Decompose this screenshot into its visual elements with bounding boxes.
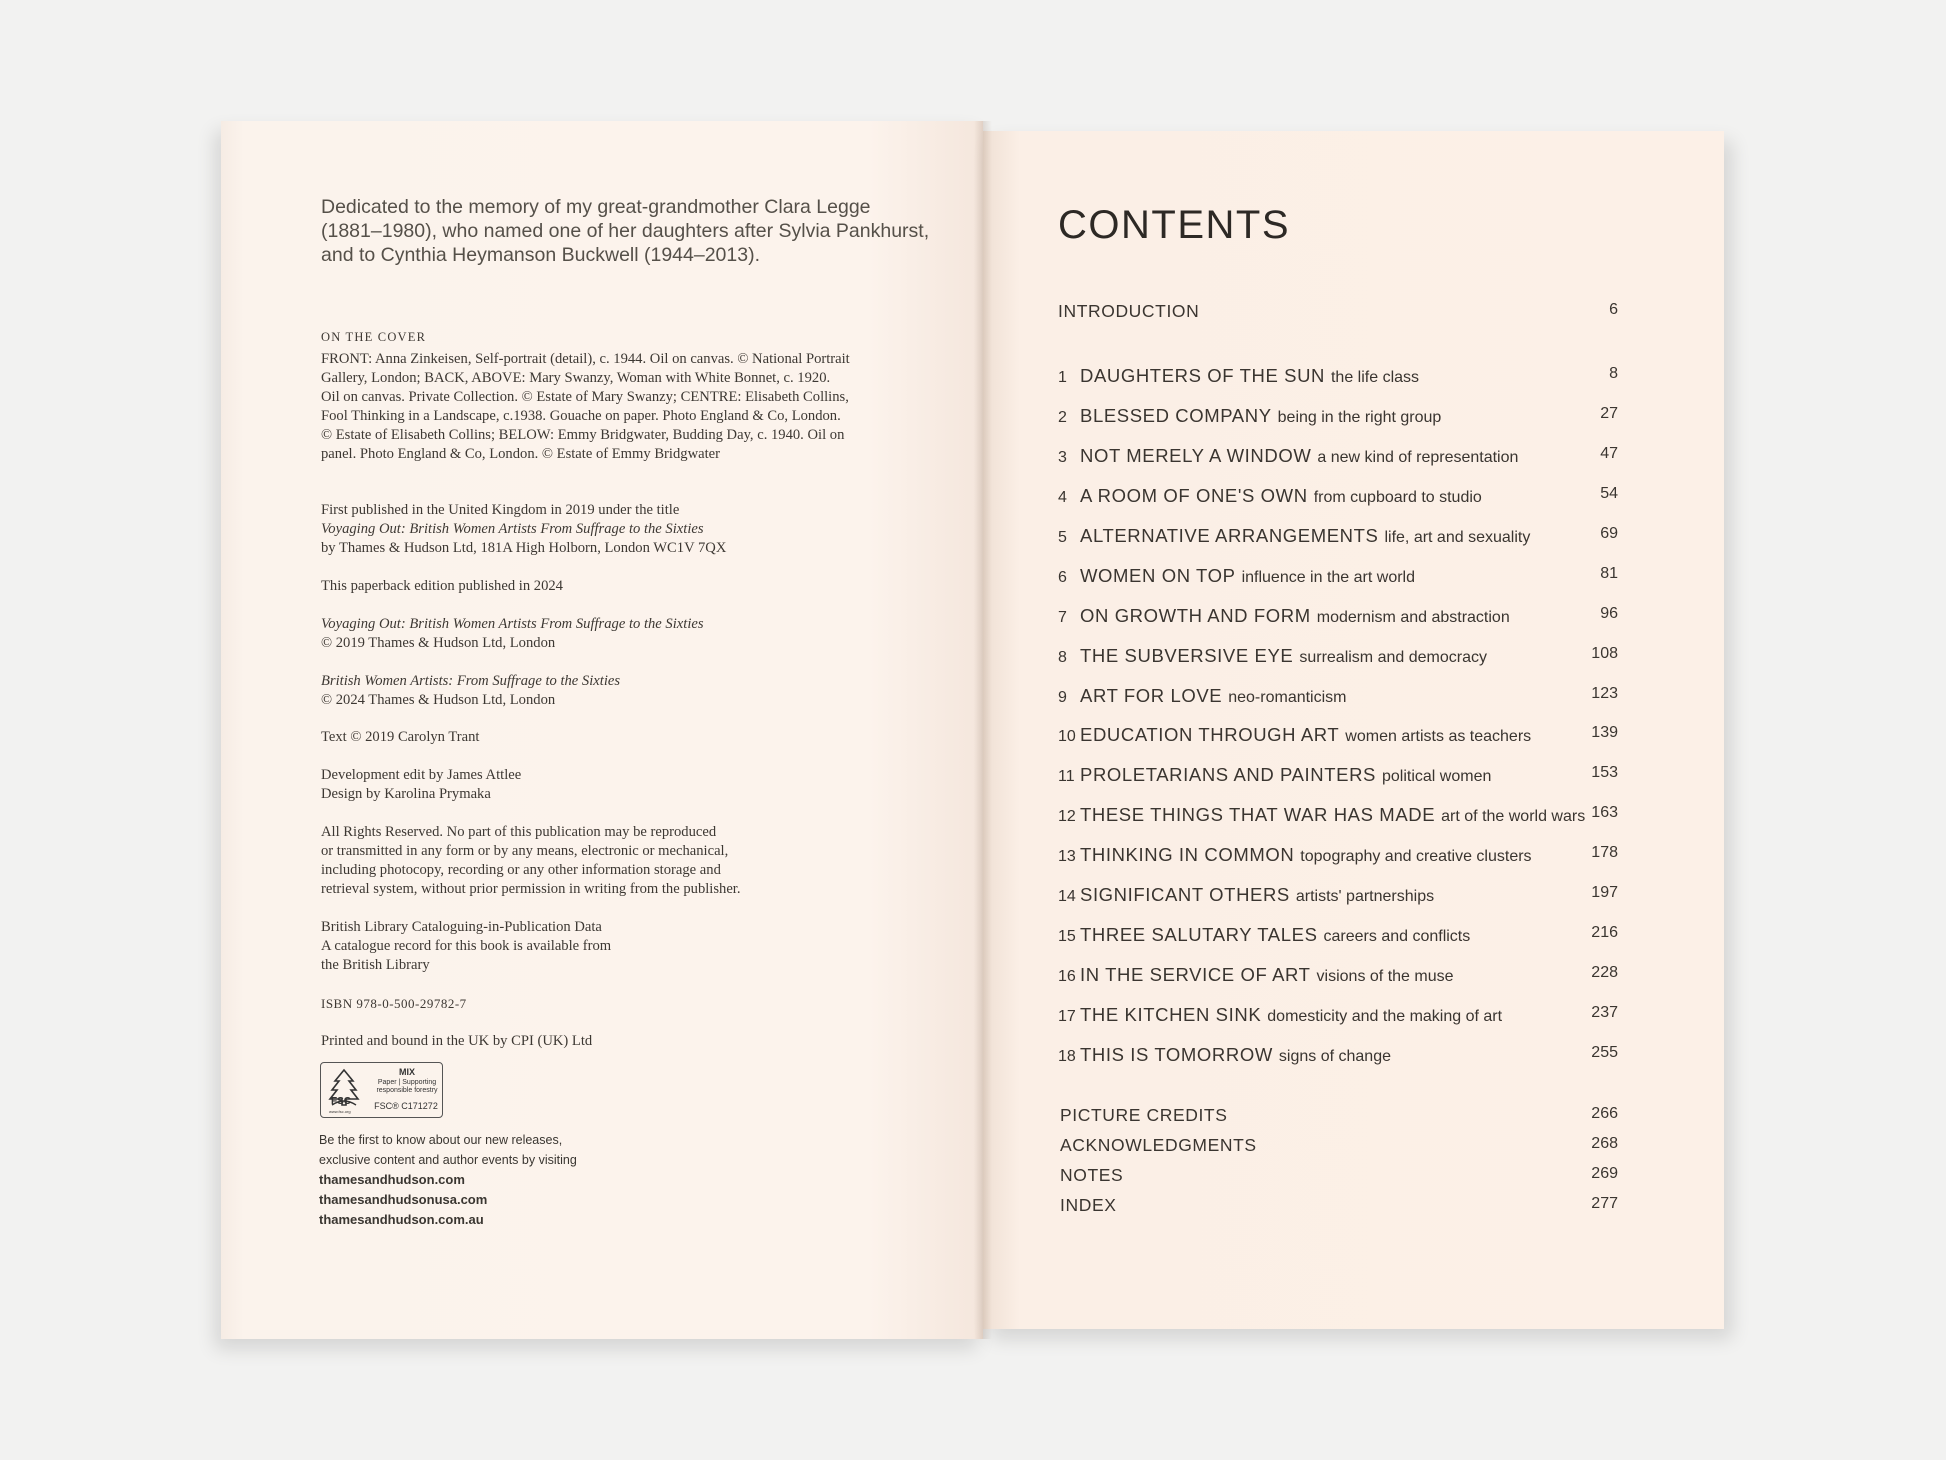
toc-sub: domesticity and the making of art — [1267, 1008, 1503, 1025]
contents-title: CONTENTS — [1058, 203, 1290, 247]
toc-num: 11 — [1058, 768, 1075, 785]
toc-page: 69 — [1600, 525, 1618, 542]
toc-index — [1060, 1195, 1618, 1216]
url-au[interactable]: thamesandhudson.com.au — [319, 1212, 484, 1227]
cover-heading: ON THE COVER — [321, 330, 427, 344]
toc-page: 178 — [1591, 844, 1618, 861]
toc-row — [1058, 525, 1618, 549]
toc-page: 47 — [1600, 445, 1618, 462]
toc-row — [1058, 924, 1618, 948]
fsc-mix: MIX — [398, 1067, 415, 1077]
toc-num: 4 — [1058, 489, 1067, 506]
right-page — [983, 131, 1724, 1329]
toc-page: 96 — [1600, 605, 1618, 622]
toc-num: 2 — [1058, 409, 1067, 426]
toc-picture-credits — [1060, 1105, 1618, 1126]
toc-title: THE KITCHEN SINK — [1080, 1004, 1262, 1025]
toc-row — [1058, 685, 1618, 709]
toc-num: 9 — [1058, 689, 1067, 706]
url-uk[interactable]: thamesandhudson.com — [319, 1172, 465, 1187]
toc-row — [1058, 804, 1618, 828]
toc-title: INDEX — [1060, 1195, 1117, 1215]
toc-page: 216 — [1591, 924, 1618, 941]
toc-page: 8 — [1609, 365, 1618, 382]
toc-sub: visions of the muse — [1316, 968, 1454, 985]
toc-title: ON GROWTH AND FORM — [1080, 605, 1311, 626]
toc-sub: political women — [1382, 768, 1492, 785]
toc-sub: being in the right group — [1277, 409, 1442, 426]
first-published: First published in the United Kingdom in 2019 under the title Voyaging Out: British Women Artists From Suffrage to the Sixties by Thames & Hudson Ltd, 181A High Holborn, London WC1V 7QX — [321, 502, 727, 556]
toc-num: 8 — [1058, 649, 1067, 666]
toc-title: SIGNIFICANT OTHERS — [1080, 884, 1290, 905]
toc-sub: a new kind of representation — [1317, 449, 1519, 466]
toc-title: THE SUBVERSIVE EYE — [1080, 645, 1294, 666]
toc-num: 5 — [1058, 529, 1067, 546]
toc-page: 163 — [1591, 804, 1618, 821]
toc-title: A ROOM OF ONE'S OWN — [1080, 485, 1308, 506]
toc-page: 123 — [1591, 685, 1618, 702]
toc-page: 266 — [1591, 1105, 1618, 1122]
fsc-code: FSC® C171272 — [374, 1101, 438, 1111]
rights-notice: All Rights Reserved. No part of this publication may be reproduced or transmitted in any form or by any means, electronic or mechanical, including photocopy, recording or any other information storage and retrieval system, without prior permission in writing from the publisher. — [321, 824, 741, 897]
toc-page: 268 — [1591, 1135, 1618, 1152]
toc-page: 237 — [1591, 1004, 1618, 1021]
toc-page: 255 — [1591, 1044, 1618, 1061]
toc-sub: neo-romanticism — [1228, 689, 1347, 706]
toc-sub: surrealism and democracy — [1299, 649, 1487, 666]
toc-title: THESE THINGS THAT WAR HAS MADE — [1080, 804, 1436, 825]
toc-notes — [1060, 1165, 1618, 1186]
left-page — [221, 121, 983, 1339]
toc-introduction — [1058, 301, 1618, 325]
toc-num: 16 — [1058, 968, 1076, 985]
toc-row — [1058, 764, 1618, 788]
toc-num: 17 — [1058, 1008, 1076, 1025]
toc-title: PICTURE CREDITS — [1060, 1105, 1228, 1125]
toc-row — [1058, 1004, 1618, 1028]
toc-sub: from cupboard to studio — [1313, 489, 1482, 506]
toc-title: IN THE SERVICE OF ART — [1080, 964, 1311, 985]
toc-title: INTRODUCTION — [1058, 301, 1200, 321]
toc-sub: influence in the art world — [1241, 569, 1415, 586]
toc-sub: topography and creative clusters — [1300, 848, 1532, 865]
toc-num: 6 — [1058, 569, 1067, 586]
toc-page: 197 — [1591, 884, 1618, 901]
toc-title: ART FOR LOVE — [1080, 685, 1223, 706]
toc-row — [1058, 485, 1618, 509]
toc-page: 277 — [1591, 1195, 1618, 1212]
toc-sub: art of the world wars — [1441, 808, 1586, 825]
toc-sub: the life class — [1330, 369, 1420, 386]
fsc-logo — [320, 1062, 443, 1118]
toc-page: 6 — [1609, 301, 1618, 318]
toc-row — [1058, 365, 1618, 389]
toc-sub: careers and conflicts — [1323, 928, 1471, 945]
toc-row — [1058, 445, 1618, 469]
toc-title: DAUGHTERS OF THE SUN — [1080, 365, 1325, 386]
printed-by: Printed and bound in the UK by CPI (UK) Ltd — [321, 1033, 593, 1049]
toc-row — [1058, 645, 1618, 669]
toc-acknowledgments — [1060, 1135, 1618, 1156]
dedication: Dedicated to the memory of my great-grandmother Clara Legge (1881–1980), who named one of her daughters after Sylvia Pankhurst, and to Cynthia Heymanson Buckwell (1944–2013). — [321, 196, 930, 266]
toc-num: 10 — [1058, 728, 1076, 745]
toc-title: ALTERNATIVE ARRANGEMENTS — [1080, 525, 1379, 546]
toc-row — [1058, 1044, 1618, 1068]
fsc-desc: Paper | Supporting responsible forestry — [376, 1079, 438, 1094]
toc-row — [1058, 964, 1618, 988]
cataloguing-data: British Library Cataloguing-in-Publication Data A catalogue record for this book is available from the British Library — [321, 919, 612, 973]
toc-row — [1058, 605, 1618, 629]
toc-num: 12 — [1058, 808, 1076, 825]
isbn: ISBN 978-0-500-29782-7 — [321, 996, 467, 1011]
copyright-2019: Voyaging Out: British Women Artists From Suffrage to the Sixties © 2019 Thames & Hudson Ltd, London — [321, 616, 704, 651]
toc-page: 27 — [1600, 405, 1618, 422]
edit-design-credits: Development edit by James Attlee Design by Karolina Prymaka — [321, 767, 522, 802]
toc-row — [1058, 724, 1618, 748]
toc-title: PROLETARIANS AND PAINTERS — [1080, 764, 1376, 785]
toc-title: THINKING IN COMMON — [1080, 844, 1295, 865]
toc-sub: women artists as teachers — [1345, 728, 1532, 745]
toc-title: NOT MERELY A WINDOW — [1080, 445, 1312, 466]
book-gutter — [974, 121, 992, 1339]
toc-page: 81 — [1600, 565, 1618, 582]
toc-page: 139 — [1591, 724, 1618, 741]
toc-row — [1058, 844, 1618, 868]
toc-sub: signs of change — [1278, 1048, 1391, 1065]
toc-title: WOMEN ON TOP — [1080, 565, 1236, 586]
paperback-edition: This paperback edition published in 2024 — [321, 578, 563, 594]
toc-num: 3 — [1058, 449, 1067, 466]
text-copyright: Text © 2019 Carolyn Trant — [321, 729, 480, 745]
toc-page: 54 — [1600, 485, 1618, 502]
toc-page: 153 — [1591, 764, 1618, 781]
toc-num: 1 — [1058, 369, 1067, 386]
toc-num: 14 — [1058, 888, 1076, 905]
toc-title: NOTES — [1060, 1165, 1124, 1185]
toc-num: 15 — [1058, 928, 1076, 945]
cover-credits: FRONT: Anna Zinkeisen, Self-portrait (detail), c. 1944. Oil on canvas. © National Portrait Gallery, London; BACK, ABOVE: Mary Swanzy, Woman with White Bonnet, c. 1920. Oil on canvas. Private Collection. © Estate of Mary Swanzy; CENTRE: Elisabeth Collins, Fool Thinking in a Landscape, c.1938. Gouache on paper. Photo England & Co, London. © Estate of Elisabeth Collins; BELOW: Emmy Bridgwater, Budding Day, c. 1940. Oil on panel. Photo England & Co, London. © Estate of Emmy Bridgwater — [321, 351, 850, 462]
toc-num: 18 — [1058, 1048, 1076, 1065]
fsc-logo-text: FSC — [331, 1096, 351, 1107]
toc-title: ACKNOWLEDGMENTS — [1060, 1135, 1257, 1155]
url-usa[interactable]: thamesandhudsonusa.com — [319, 1192, 488, 1207]
copyright-2024: British Women Artists: From Suffrage to the Sixties © 2024 Thames & Hudson Ltd, London — [321, 673, 621, 708]
toc-sub: life, art and sexuality — [1384, 529, 1531, 546]
toc-row — [1058, 884, 1618, 908]
toc-title: THREE SALUTARY TALES — [1080, 924, 1318, 945]
toc-sub: modernism and abstraction — [1316, 609, 1510, 626]
toc-page: 269 — [1591, 1165, 1618, 1182]
toc-sub: artists' partnerships — [1295, 888, 1435, 905]
promo-block: Be the first to know about our new releases, exclusive content and author events by visiting thamesandhudson.com thamesandhudsonusa.com thamesandhudson.com.au — [319, 1130, 577, 1230]
toc-page: 228 — [1591, 964, 1618, 981]
toc-title: THIS IS TOMORROW — [1080, 1044, 1273, 1065]
toc-row — [1058, 405, 1618, 429]
toc-num: 13 — [1058, 848, 1076, 865]
toc-title: EDUCATION THROUGH ART — [1080, 724, 1340, 745]
toc-row — [1058, 565, 1618, 589]
toc-num: 7 — [1058, 609, 1067, 626]
fsc-web: www.fsc.org — [329, 1109, 351, 1114]
toc-page: 108 — [1591, 645, 1618, 662]
toc-title: BLESSED COMPANY — [1080, 405, 1272, 426]
